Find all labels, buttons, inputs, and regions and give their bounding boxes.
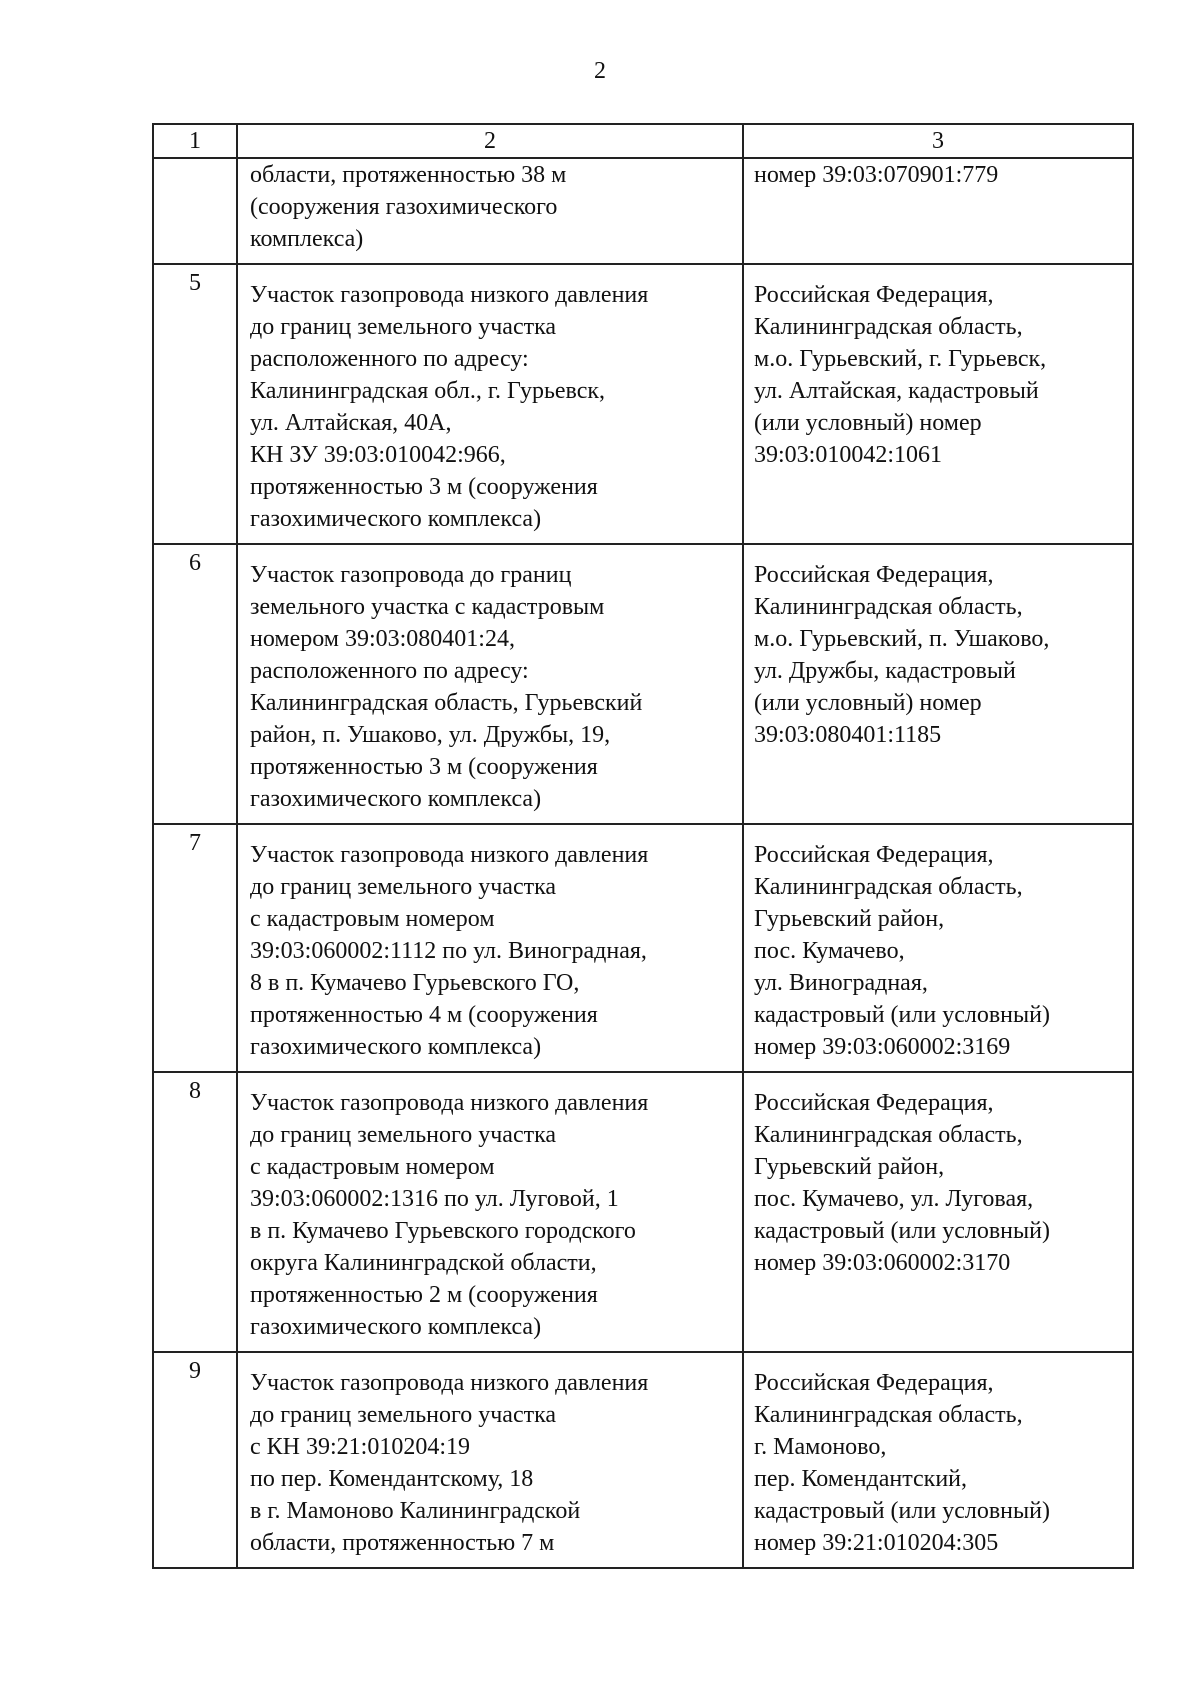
location-line: номер 39:03:060002:3170 — [754, 1250, 1011, 1276]
location-line: Российская Федерация, — [754, 1090, 994, 1116]
description-line: 8 в п. Кумачево Гурьевского ГО, — [250, 970, 580, 996]
table-row — [153, 824, 1133, 1072]
table-header-row — [153, 124, 1133, 158]
row-number — [153, 158, 237, 264]
description-line: Калининградская обл., г. Гурьевск, — [250, 378, 606, 404]
description-line: расположенного по адресу: — [250, 346, 529, 372]
description-line: Участок газопровода до границ — [250, 562, 572, 588]
table-row — [153, 1352, 1133, 1568]
location-line: пос. Кумачево, — [754, 938, 905, 964]
description-line: до границ земельного участка — [250, 314, 557, 340]
location-line: кадастровый (или условный) — [754, 1218, 1050, 1244]
row-number: 8 — [153, 1072, 237, 1352]
location-line: Калининградская область, — [754, 1122, 1023, 1148]
description-line: до границ земельного участка — [250, 1402, 557, 1428]
description-line: протяженностью 3 м (сооружения — [250, 754, 598, 780]
column-header-3: 3 — [743, 124, 1133, 158]
description-line: с КН 39:21:010204:19 — [250, 1434, 470, 1460]
location-line: Российская Федерация, — [754, 842, 994, 868]
description-line: области, протяженностью 38 м — [250, 162, 567, 188]
description-line: до границ земельного участка — [250, 874, 557, 900]
object-location-cell — [743, 1352, 1133, 1568]
row-number: 7 — [153, 824, 237, 1072]
location-line: ул. Алтайская, кадастровый — [754, 378, 1039, 404]
description-line: газохимического комплекса) — [250, 1034, 542, 1060]
location-line: пер. Комендантский, — [754, 1466, 968, 1492]
location-line: 39:03:080401:1185 — [754, 722, 942, 748]
description-line: по пер. Комендантскому, 18 — [250, 1466, 534, 1492]
description-line: Участок газопровода низкого давления — [250, 1370, 649, 1396]
object-description-cell — [237, 824, 743, 1072]
description-line: протяженностью 2 м (сооружения — [250, 1282, 598, 1308]
description-line: земельного участка с кадастровым — [250, 594, 605, 620]
description-line: в п. Кумачево Гурьевского городского — [250, 1218, 636, 1244]
description-line: газохимического комплекса) — [250, 786, 542, 812]
table-row — [153, 158, 1133, 264]
description-line: протяженностью 4 м (сооружения — [250, 1002, 598, 1028]
table-row — [153, 264, 1133, 544]
description-line: газохимического комплекса) — [250, 506, 542, 532]
object-description-cell — [237, 264, 743, 544]
description-line: Участок газопровода низкого давления — [250, 842, 649, 868]
location-line: (или условный) номер — [754, 410, 982, 436]
description-line: газохимического комплекса) — [250, 1314, 542, 1340]
location-line: м.о. Гурьевский, п. Ушаково, — [754, 626, 1050, 652]
object-description-cell — [237, 158, 743, 264]
description-line: (сооружения газохимического — [250, 194, 558, 220]
row-number: 6 — [153, 544, 237, 824]
location-line: номер 39:03:070901:779 — [754, 162, 999, 188]
location-line: ул. Виноградная, — [754, 970, 928, 996]
location-line: м.о. Гурьевский, г. Гурьевск, — [754, 346, 1047, 372]
object-location-cell — [743, 158, 1133, 264]
column-header-1: 1 — [153, 124, 237, 158]
object-description-cell — [237, 544, 743, 824]
table-row — [153, 1072, 1133, 1352]
description-line: Калининградская область, Гурьевский — [250, 690, 643, 716]
objects-table — [152, 123, 1134, 1569]
location-line: 39:03:010042:1061 — [754, 442, 943, 468]
description-line: округа Калининградской области, — [250, 1250, 597, 1276]
description-line: номером 39:03:080401:24, — [250, 626, 515, 652]
location-line: Калининградская область, — [754, 594, 1023, 620]
row-number: 5 — [153, 264, 237, 544]
location-line: Российская Федерация, — [754, 562, 994, 588]
location-line: Гурьевский район, — [754, 1154, 945, 1180]
location-line: кадастровый (или условный) — [754, 1498, 1050, 1524]
description-line: области, протяженностью 7 м — [250, 1530, 555, 1556]
object-location-cell — [743, 264, 1133, 544]
description-line: район, п. Ушаково, ул. Дружбы, 19, — [250, 722, 611, 748]
object-description-cell — [237, 1072, 743, 1352]
description-line: ул. Алтайская, 40А, — [250, 410, 452, 436]
object-description-cell — [237, 1352, 743, 1568]
description-line: расположенного по адресу: — [250, 658, 529, 684]
description-line: с кадастровым номером — [250, 1154, 495, 1180]
page-number: 2 — [594, 58, 606, 84]
location-line: (или условный) номер — [754, 690, 982, 716]
description-line: 39:03:060002:1316 по ул. Луговой, 1 — [250, 1186, 619, 1212]
row-number: 9 — [153, 1352, 237, 1568]
description-line: до границ земельного участка — [250, 1122, 557, 1148]
location-line: номер 39:21:010204:305 — [754, 1530, 999, 1556]
description-line: Участок газопровода низкого давления — [250, 282, 649, 308]
location-line: Калининградская область, — [754, 314, 1023, 340]
location-line: ул. Дружбы, кадастровый — [754, 658, 1016, 684]
location-line: Калининградская область, — [754, 1402, 1023, 1428]
location-line: кадастровый (или условный) — [754, 1002, 1050, 1028]
description-line: Участок газопровода низкого давления — [250, 1090, 649, 1116]
column-header-2: 2 — [237, 124, 743, 158]
description-line: с кадастровым номером — [250, 906, 495, 932]
object-location-cell — [743, 824, 1133, 1072]
location-line: номер 39:03:060002:3169 — [754, 1034, 1011, 1060]
object-location-cell — [743, 544, 1133, 824]
location-line: Гурьевский район, — [754, 906, 945, 932]
description-line: 39:03:060002:1112 по ул. Виноградная, — [250, 938, 647, 964]
table-row — [153, 544, 1133, 824]
location-line: Российская Федерация, — [754, 1370, 994, 1396]
location-line: Калининградская область, — [754, 874, 1023, 900]
description-line: КН ЗУ 39:03:010042:966, — [250, 442, 506, 468]
description-line: протяженностью 3 м (сооружения — [250, 474, 598, 500]
object-location-cell — [743, 1072, 1133, 1352]
location-line: Российская Федерация, — [754, 282, 994, 308]
location-line: г. Мамоново, — [754, 1434, 887, 1460]
table-body — [153, 158, 1133, 1568]
description-line: в г. Мамоново Калининградской — [250, 1498, 581, 1524]
location-line: пос. Кумачево, ул. Луговая, — [754, 1186, 1034, 1212]
description-line: комплекса) — [250, 226, 364, 252]
